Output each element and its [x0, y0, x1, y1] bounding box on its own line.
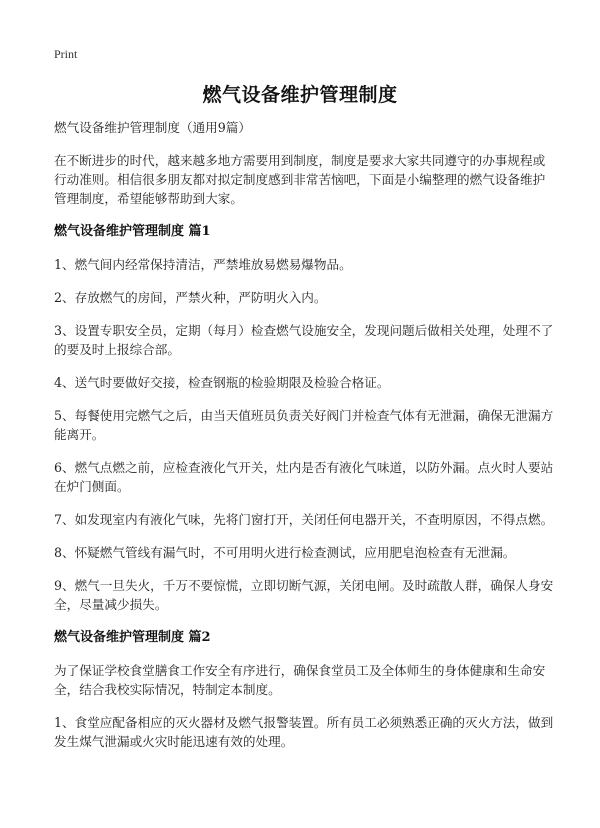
- section2-intro: 为了保证学校食堂膳食工作安全有序进行，确保食堂员工及全体师生的身体健康和生命安全，结合我校实际情况，特制定本制度。: [54, 663, 546, 697]
- section-heading-2: 燃气设备维护管理制度 篇2: [54, 630, 211, 645]
- section1-item-5: 5、每餐使用完燃气之后，由当天值班员负责关好阀门并检查气体有无泄漏，确保无泄漏方能离开。: [54, 408, 554, 442]
- section1-item-7: 7、如发现室内有液化气味，先将门窗打开，关闭任何电器开关，不查明原因，不得点燃。: [54, 512, 554, 527]
- section1-item-3: 3、设置专职安全员，定期（每月）检查燃气设施安全，发现问题后做相关处理，处理不了的要及时上报综合部。: [54, 323, 554, 357]
- section-heading-1: 燃气设备维护管理制度 篇1: [54, 224, 211, 239]
- section1-item-9: 9、燃气一旦失火，千万不要惊慌，立即切断气源，关闭电闸。及时疏散人群，确保人身安全，尽量减少损失。: [54, 578, 554, 612]
- section1-item-8: 8、怀疑燃气管线有漏气时，不可用明火进行检查测试，应用肥皂泡检查有无泄漏。: [54, 545, 516, 560]
- intro-paragraph: 在不断进步的时代，越来越多地方需要用到制度，制度是要求大家共同遵守的办事规程或行动准则。相信很多朋友都对拟定制度感到非常苦恼吧，下面是小编整理的燃气设备维护管理制度，希望能够帮助到大家。: [54, 153, 546, 206]
- document-body: [54, 118, 554, 765]
- print-label: Print: [54, 47, 78, 61]
- section2-item-1: 1、食堂应配备相应的灭火器材及燃气报警装置。所有员工必须熟悉正确的灭火方法，做到发生煤气泄漏或火灾时能迅速有效的处理。: [54, 715, 554, 749]
- section1-item-6: 6、燃气点燃之前，应检查液化气开关，灶内是否有液化气味道，以防外漏。点火时人要站在炉门侧面。: [54, 460, 554, 494]
- document-title: 燃气设备维护管理制度: [202, 84, 398, 106]
- section1-item-2: 2、存放燃气的房间，严禁火种，严防明火入内。: [54, 290, 327, 305]
- section1-item-1: 1、燃气间内经常保持清洁，严禁堆放易燃易爆物品。: [54, 257, 352, 272]
- section1-item-4: 4、送气时要做好交接，检查钢瓶的检验期限及检验合格证。: [54, 375, 390, 390]
- document-subtitle: 燃气设备维护管理制度（通用9篇）: [54, 120, 251, 135]
